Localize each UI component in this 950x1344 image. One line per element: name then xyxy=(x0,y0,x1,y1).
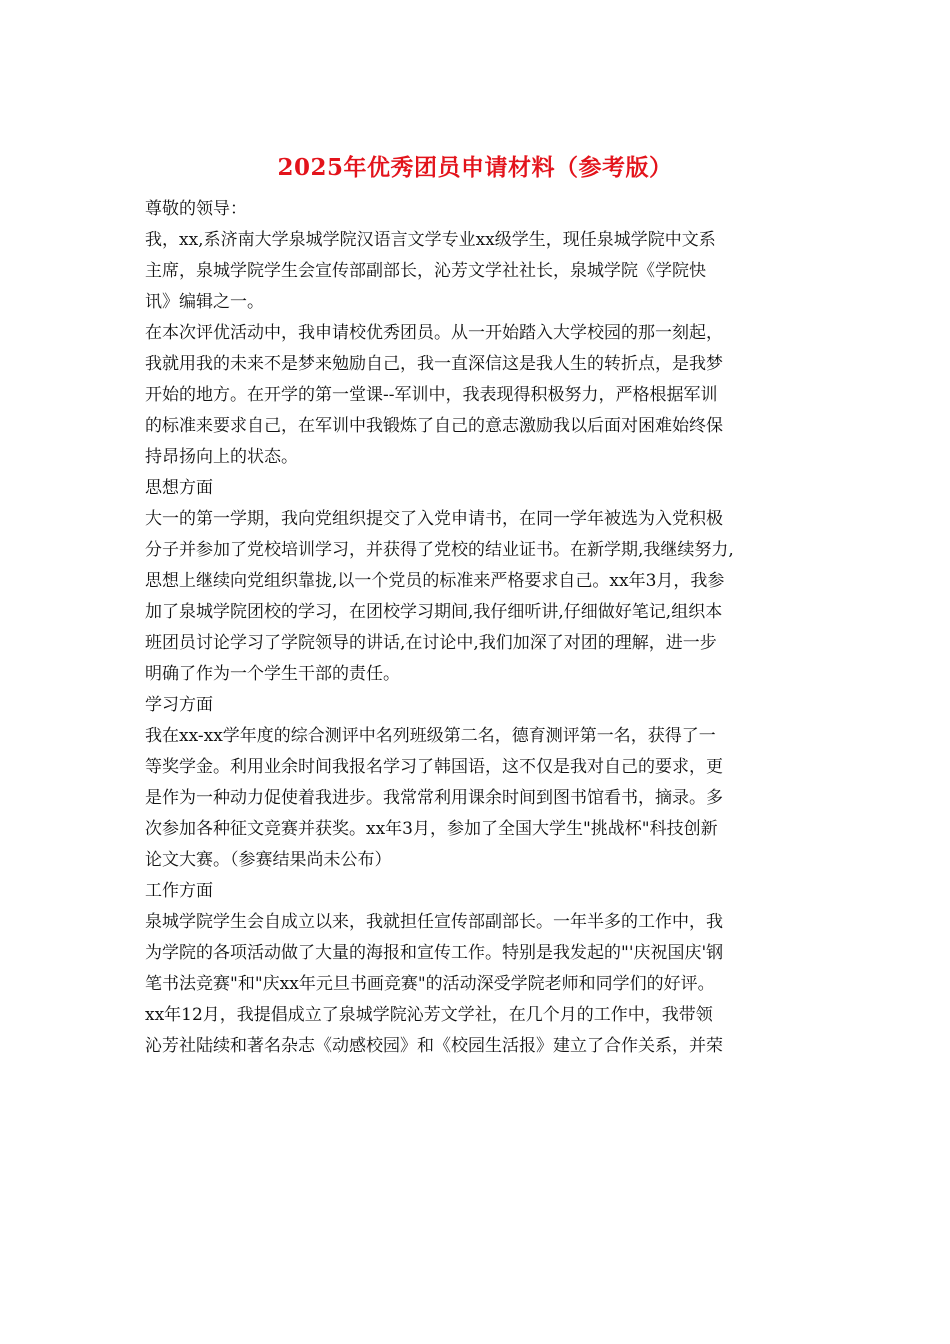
paragraph-line: 我就用我的未来不是梦来勉励自己，我一直深信这是我人生的转折点，是我梦 xyxy=(145,354,723,374)
paragraph-line: 论文大赛。（参赛结果尚未公布） xyxy=(145,850,392,870)
section-heading: 工作方面 xyxy=(145,881,213,901)
paragraph-line: 大一的第一学期，我向党组织提交了入党申请书，在同一学年被选为入党积极 xyxy=(145,509,723,529)
paragraph-line: 班团员讨论学习了学院领导的讲话,在讨论中,我们加深了对团的理解，进一步 xyxy=(145,633,717,653)
paragraph-line: 笔书法竞赛"和"庆xx年元旦书画竞赛"的活动深受学院老师和同学们的好评。 xyxy=(145,974,715,994)
paragraph-line: 加了泉城学院团校的学习，在团校学习期间,我仔细听讲,仔细做好笔记,组织本 xyxy=(145,602,723,622)
paragraph-line: 讯》编辑之一。 xyxy=(145,292,264,312)
paragraph-line: 我，xx,系济南大学泉城学院汉语言文学专业xx级学生，现任泉城学院中文系 xyxy=(145,230,716,250)
paragraph-line: 为学院的各项活动做了大量的海报和宣传工作。特别是我发起的"'庆祝国庆'钢 xyxy=(145,943,724,963)
paragraph-line: 沁芳社陆续和著名杂志《动感校园》和《校园生活报》建立了合作关系，并荣 xyxy=(145,1036,723,1056)
paragraph-line: 泉城学院学生会自成立以来，我就担任宣传部副部长。一年半多的工作中，我 xyxy=(145,912,723,932)
paragraph-line: 明确了作为一个学生干部的责任。 xyxy=(145,664,400,684)
paragraph-line: 次参加各种征文竞赛并获奖。xx年3月，参加了全国大学生"挑战杯"科技创新 xyxy=(145,819,718,839)
document-title: 2025年优秀团员申请材料（参考版） xyxy=(277,154,673,181)
section-heading: 学习方面 xyxy=(145,695,213,715)
paragraph-line: 持昂扬向上的状态。 xyxy=(145,447,298,467)
paragraph-line: 分子并参加了党校培训学习，并获得了党校的结业证书。在新学期,我继续努力, xyxy=(145,540,734,560)
document-body xyxy=(145,194,815,1062)
paragraph-line: xx年12月，我提倡成立了泉城学院沁芳文学社，在几个月的工作中，我带领 xyxy=(145,1005,713,1025)
paragraph-line: 思想上继续向党组织靠拢,以一个党员的标准来严格要求自己。xx年3月，我参 xyxy=(145,571,725,591)
paragraph-line: 的标准来要求自己，在军训中我锻炼了自己的意志激励我以后面对困难始终保 xyxy=(145,416,723,436)
paragraph-line: 是作为一种动力促使着我进步。我常常利用课余时间到图书馆看书，摘录。多 xyxy=(145,788,723,808)
paragraph-line: 主席，泉城学院学生会宣传部副部长，沁芳文学社社长，泉城学院《学院快 xyxy=(145,261,706,281)
paragraph-line: 等奖学金。利用业余时间我报名学习了韩国语，这不仅是我对自己的要求，更 xyxy=(145,757,723,777)
section-heading: 思想方面 xyxy=(145,478,213,498)
paragraph-line: 我在xx-xx学年度的综合测评中名列班级第二名，德育测评第一名，获得了一 xyxy=(145,726,716,746)
salutation-line: 尊敬的领导： xyxy=(145,199,247,219)
paragraph-line: 在本次评优活动中，我申请校优秀团员。从一开始踏入大学校园的那一刻起， xyxy=(145,323,723,343)
paragraph-line: 开始的地方。在开学的第一堂课--军训中，我表现得积极努力，严格根据军训 xyxy=(145,385,718,405)
